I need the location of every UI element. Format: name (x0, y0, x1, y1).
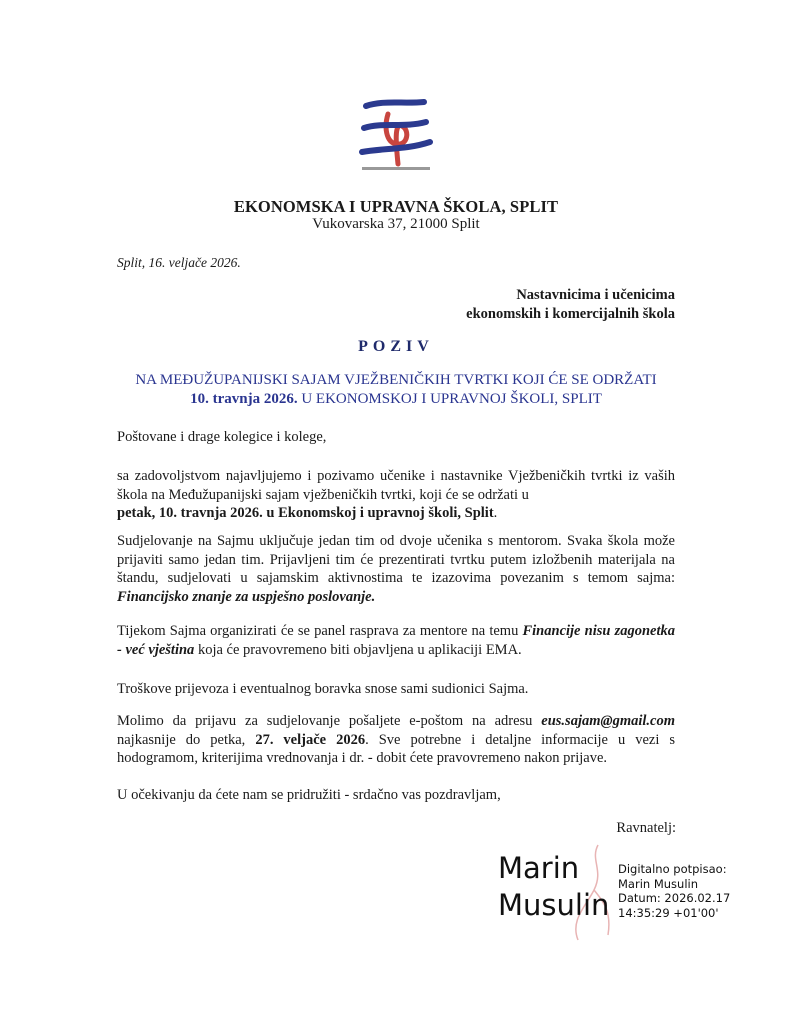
registration-mid: najkasnije do petka, (117, 731, 256, 748)
place-date: Split, 16. veljače 2026. (117, 255, 241, 270)
panel-end: koja će pravovremeno biti objavljena u aplikaciji EMA. (194, 641, 522, 658)
paragraph-costs: Troškove prijevoza i eventualnog boravka snose sami sudionici Sajma. (117, 681, 529, 697)
signature-first-name: Marin (498, 851, 580, 885)
digital-sign-time: 14:35:29 +01'00' (618, 905, 719, 920)
subtitle-line-2 (0, 390, 792, 409)
recipient-block (466, 286, 675, 324)
subtitle-line-1: NA MEĐUŽUPANIJSKI SAJAM VJEŽBENIČKIH TVRTKI KOJI ĆE SE ODRŽATI (135, 372, 657, 388)
registration-email-link[interactable]: eus.sajam@gmail.com (541, 713, 675, 729)
invitation-end: . (493, 505, 498, 521)
subtitle-location: U EKONOMSKOJ I UPRAVNOJ ŠKOLI, SPLIT (297, 391, 602, 407)
digital-signed-label: Digitalno potpisao: (618, 862, 727, 876)
school-name: EKONOMSKA I UPRAVNA ŠKOLA, SPLIT (233, 197, 559, 216)
signature-name (498, 850, 609, 924)
registration-text: Molimo da prijavu za sudjelovanje pošaljete e-poštom na adresu (117, 713, 542, 729)
recipient-line-2: ekonomskih i komercijalnih škola (466, 306, 675, 322)
greeting: Poštovane i drage kolegice i kolege, (117, 429, 327, 445)
closing-line: U očekivanju da ćete nam se pridružiti - srdačno vas pozdravljam, (117, 787, 501, 803)
fair-theme: Financijsko znanje za uspješno poslovanje. (117, 588, 376, 605)
subtitle-date: 10. travnja 2026. (190, 391, 298, 407)
invitation-text: sa zadovoljstvom najavljujemo i pozivamo učenike i nastavnike Vježbeničkih tvrtki iz vaših škola na Međužupanijski sajam vježbeničkih tvrtki, koji će se održati u (117, 468, 675, 503)
letter-title: POZIV (358, 338, 434, 355)
paragraph-participation (117, 532, 675, 606)
digital-signature-info (618, 862, 730, 920)
paragraph-invitation (117, 467, 675, 523)
panel-topic: Financije nisu zagonetka - već vještina (117, 623, 675, 658)
panel-text: Tijekom Sajma organizirati će se panel rasprava za mentore na temu (117, 623, 523, 639)
digital-sign-date: Datum: 2026.02.17 (618, 891, 731, 905)
letter-subtitle (0, 371, 792, 409)
signature-last-name: Musulin (498, 888, 610, 922)
registration-deadline: 27. veljače 2026 (255, 731, 366, 748)
school-logo-icon (358, 92, 438, 172)
registration-end: . Sve potrebne i detaljne informacije u vezi s hodogramom, kriterijima vrednovanja i dr. - dobit ćete pravovremeno nakon prijave. (117, 731, 675, 766)
participation-text: Sudjelovanje na Sajmu uključuje jedan tim od dvoje učenika s mentorom. Svaka škola može prijaviti samo jedan tim. Prijavljeni tim će prezentirati tvrtku putem izložbenih materijala na štandu, sudjelovati u sajamskim aktivnostima te izazovima povezanim s temom sajma: (117, 533, 675, 586)
school-address: Vukovarska 37, 21000 Split (312, 216, 480, 232)
digital-signer-name: Marin Musulin (618, 876, 699, 891)
recipient-line-1: Nastavnicima i učenicima (516, 287, 675, 303)
paragraph-panel (117, 622, 675, 659)
invitation-date-location: petak, 10. travnja 2026. u Ekonomskoj i upravnoj školi, Split (117, 505, 494, 521)
paragraph-registration (117, 712, 675, 768)
director-label: Ravnatelj: (616, 820, 676, 836)
